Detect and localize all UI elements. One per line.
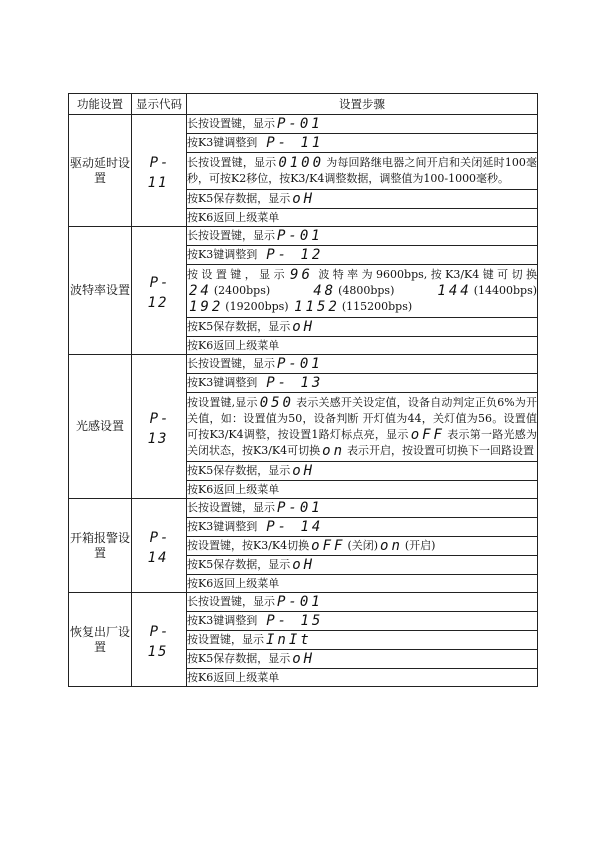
step-cell <box>187 318 538 337</box>
step-cell <box>187 518 538 537</box>
step-cell <box>187 374 538 393</box>
step-text: 按K5保存数据，显示 <box>187 464 291 477</box>
step-text: 按设置键,显示 <box>187 396 258 409</box>
step-cell <box>187 227 538 246</box>
segment-display: on <box>380 538 403 554</box>
segment-display: P-01 <box>277 594 323 610</box>
segment-display: P- 12 <box>266 247 324 263</box>
step-text: (开启) <box>404 539 436 552</box>
step-text: 按K3键调整到 <box>187 614 258 627</box>
step-text: 按设置键，按K3/K4切换 <box>187 539 310 552</box>
step-text: (115200bps) <box>341 300 413 313</box>
segment-display: oH <box>292 463 316 479</box>
step-cell <box>187 393 538 462</box>
step-text: 长按设置键，显示 <box>187 229 275 242</box>
step-text: (19200bps) <box>225 300 289 313</box>
function-name: 开箱报警设置 <box>69 499 132 593</box>
table-row <box>69 499 538 518</box>
step-cell <box>187 246 538 265</box>
segment-display: P- 13 <box>266 375 324 391</box>
segment-display: oH <box>292 557 316 573</box>
step-text: 波特率为9600bps,按K3/K4键可切换 <box>314 268 538 281</box>
step-cell <box>187 190 538 209</box>
code-display: P- 13 <box>147 410 171 447</box>
header-steps: 设置步骤 <box>187 94 538 115</box>
step-cell <box>187 499 538 518</box>
segment-display: 0100 <box>278 155 325 171</box>
display-code <box>132 499 187 593</box>
step-text: 按K5保存数据，显示 <box>187 558 291 571</box>
function-name: 驱动延时设置 <box>69 115 132 227</box>
step-cell: 按K6返回上级菜单 <box>187 337 538 355</box>
function-name: 光感设置 <box>69 355 132 499</box>
code-display: P- 11 <box>147 154 171 191</box>
segment-display: 144 <box>437 283 472 299</box>
step-cell <box>187 115 538 134</box>
segment-display: InIt <box>266 632 312 648</box>
step-text: 按设置键，显示 <box>187 633 264 646</box>
step-cell: 按K6返回上级菜单 <box>187 209 538 227</box>
step-text: 按K3键调整到 <box>187 520 258 533</box>
step-text: 长按设置键，显示 <box>187 595 275 608</box>
step-cell: 按K6返回上级菜单 <box>187 669 538 687</box>
step-text: 按K3键调整到 <box>187 136 258 149</box>
step-text: 按K3键调整到 <box>187 376 258 389</box>
table-row <box>69 115 538 134</box>
display-code <box>132 227 187 355</box>
table-row <box>69 355 538 374</box>
step-text: 长按设置键，显示 <box>187 117 275 130</box>
segment-display: P- 14 <box>266 519 324 535</box>
segment-display: oH <box>292 319 316 335</box>
segment-display: oH <box>292 191 316 207</box>
segment-display: P-01 <box>277 228 323 244</box>
segment-display: P-01 <box>277 356 323 372</box>
settings-table <box>68 93 538 687</box>
display-code <box>132 115 187 227</box>
header-code: 显示代码 <box>132 94 187 115</box>
step-cell <box>187 537 538 556</box>
segment-display: 1152 <box>294 299 340 315</box>
step-text: 按K3键调整到 <box>187 248 258 261</box>
step-text: 长按设置键，显示 <box>187 357 275 370</box>
display-code <box>132 355 187 499</box>
segment-display: P- 11 <box>266 135 324 151</box>
function-name: 波特率设置 <box>69 227 132 355</box>
step-cell <box>187 355 538 374</box>
segment-display: 48 <box>313 283 337 299</box>
segment-display: oFF <box>410 427 445 443</box>
segment-display: oH <box>292 651 316 667</box>
segment-display: 96 <box>290 267 313 283</box>
step-cell <box>187 153 538 190</box>
segment-display: oFF <box>311 538 346 554</box>
header-function: 功能设置 <box>69 94 132 115</box>
segment-display: P-01 <box>277 500 323 516</box>
step-cell <box>187 462 538 481</box>
step-text: (2400bps) <box>213 284 271 297</box>
segment-display: 24 <box>189 283 212 299</box>
step-text: 表示开启，按设置可切换下一回路设置 <box>347 444 534 457</box>
step-cell: 按K6返回上级菜单 <box>187 575 538 593</box>
code-display: P- 15 <box>147 623 171 660</box>
segment-display: 192 <box>189 299 224 315</box>
step-text: 按设置键，显示 <box>187 268 289 281</box>
code-display: P- 12 <box>147 274 171 311</box>
step-cell <box>187 556 538 575</box>
step-text: (关闭) <box>347 539 379 552</box>
step-text: 长按设置键，显示 <box>187 156 277 169</box>
step-cell: 按K6返回上级菜单 <box>187 481 538 499</box>
step-text: (14400bps) <box>473 284 538 297</box>
segment-display: P- 15 <box>266 613 324 629</box>
step-cell <box>187 631 538 650</box>
step-text: (4800bps) <box>338 284 395 297</box>
table-row <box>69 227 538 246</box>
segment-display: on <box>322 443 345 459</box>
segment-display: P-01 <box>277 116 323 132</box>
step-cell <box>187 612 538 631</box>
step-text: 表示第一路光感为关闭状态，按K3/K4可切换 <box>187 428 538 457</box>
step-cell <box>187 265 538 318</box>
table-row <box>69 593 538 612</box>
step-text: 按K5保存数据，显示 <box>187 192 291 205</box>
step-cell <box>187 593 538 612</box>
segment-display: 050 <box>259 395 294 411</box>
step-text: 长按设置键，显示 <box>187 501 275 514</box>
display-code <box>132 593 187 687</box>
code-display: P- 14 <box>147 529 171 566</box>
step-text: 表示关感开关设定值，设备自动判定正负6%为开关值，如：设置值为50，设备判断 开灯值为44，关灯值为56。设置值可按K3/K4调整，按设置1路灯标点亮，显示 <box>187 396 537 441</box>
header-row <box>69 94 538 115</box>
function-name: 恢复出厂设置 <box>69 593 132 687</box>
step-cell <box>187 134 538 153</box>
step-cell <box>187 650 538 669</box>
step-text: 按K5保存数据，显示 <box>187 652 291 665</box>
step-text: 按K5保存数据，显示 <box>187 320 291 333</box>
step-text: 为每回路继电器之间开启和关闭延时100毫秒，可按K2移位，按K3/K4调整数据，调整值为100-1000毫秒。 <box>187 156 538 185</box>
